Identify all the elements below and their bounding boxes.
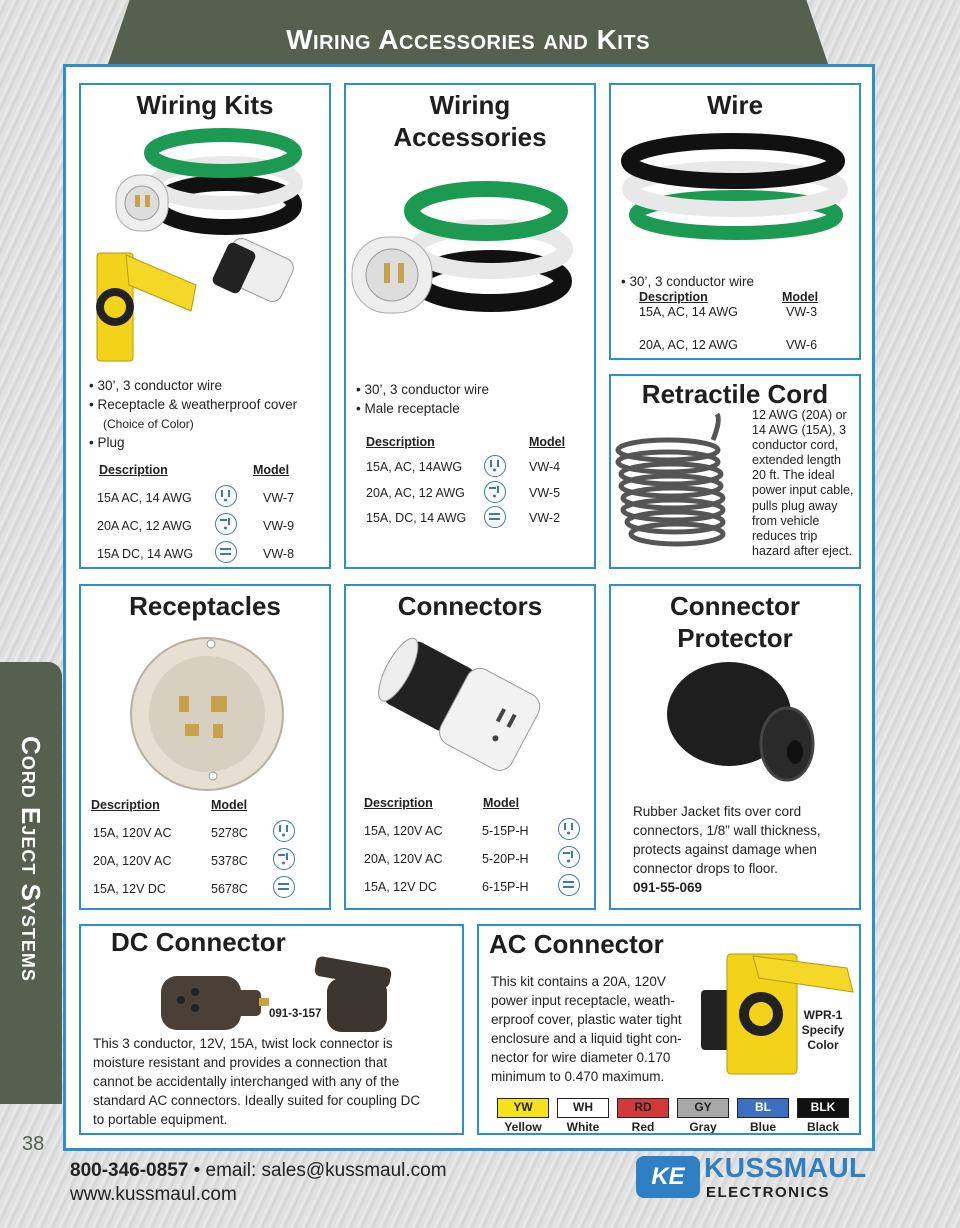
plug-20a-icon [215, 513, 237, 535]
color-swatch-label: White [566, 1120, 600, 1134]
wiring-accessories-image [346, 171, 596, 321]
bullet-note: (Choice of Color) [103, 417, 194, 431]
receptacle-image [81, 626, 331, 796]
text-line: minimum to 0.470 maximum. [491, 1069, 665, 1084]
text-line: moisture resistant and provides a connection that [93, 1055, 388, 1070]
plug-15a-icon [558, 818, 580, 840]
table-cell-description: 15A, 12V DC [364, 880, 437, 894]
wiring-kit-image [81, 125, 331, 375]
text-line: power input cable, [752, 483, 854, 498]
text-line: pulls plug away [752, 498, 838, 513]
panel-title: DC Connector [111, 927, 286, 957]
column-header-description: Description [99, 463, 168, 477]
table-cell-description: 15A AC, 14 AWG [97, 491, 192, 505]
text-line: cannot be accidentally interchanged with any of the [93, 1074, 400, 1089]
logo-mark: KE [636, 1156, 700, 1198]
table-cell-model: VW-8 [263, 547, 295, 561]
table-cell-description: 20A, 120V AC [93, 854, 172, 868]
color-swatch-label: Yellow [504, 1120, 542, 1134]
text-line: 14 AWG (15A), 3 [752, 423, 847, 438]
column-header-description: Description [91, 798, 160, 812]
text-line: connectors, 1/8” wall thickness, [633, 823, 821, 838]
connector-image [346, 624, 596, 794]
panel-title-line-2: Accessories [393, 122, 547, 152]
table-cell-model: VW-6 [786, 338, 818, 352]
bullet: • Plug [89, 435, 125, 450]
table-cell-model: 5278C [211, 826, 248, 840]
text-line: 12 AWG (20A) or [752, 408, 847, 422]
table-cell-description: 20A, 120V AC [364, 852, 443, 866]
color-swatch-label: Blue [749, 1120, 776, 1134]
part-note: Color [807, 1038, 839, 1052]
dc-connector-image [155, 956, 405, 1036]
table-cell-description: 15A DC, 14 AWG [97, 547, 194, 561]
color-swatch: RD [617, 1098, 669, 1118]
text-line: from vehicle [752, 513, 820, 528]
panel-title: Retractile Cord [641, 379, 829, 409]
panel-ac-connector [477, 924, 861, 1135]
plug-dc-icon [215, 541, 237, 563]
column-header-description: Description [364, 796, 433, 810]
text-line: 20 ft. The ideal [752, 468, 835, 483]
bullet: • 30’, 3 conductor wire [621, 274, 755, 289]
plug-15a-icon [273, 820, 295, 842]
dc-connector-text [93, 1034, 420, 1129]
retractile-cord-text [752, 408, 853, 559]
side-tab-title: Cord Eject Systems [16, 736, 46, 982]
panel-wire [609, 83, 861, 360]
wire-image [611, 127, 861, 257]
page-title: Wiring Accessories and Kits [286, 24, 650, 55]
table-cell-description: 15A, AC, 14AWG [366, 460, 463, 474]
part-number: WPR-1 [803, 1008, 843, 1022]
panel-title: Wire [706, 90, 764, 120]
text-line: nector for wire diameter 0.170 [491, 1050, 671, 1065]
text-line: connector drops to floor. [633, 861, 778, 876]
color-swatch: BLK [797, 1098, 849, 1118]
text-line: erproof cover, plastic water tight [491, 1012, 682, 1027]
text-line: Rubber Jacket fits over cord [633, 804, 802, 819]
color-swatch-label: Black [806, 1120, 840, 1134]
color-swatch-label: Red [631, 1120, 655, 1134]
connector-protector-text [633, 802, 821, 897]
phone-number: 800-346-0857 [70, 1160, 189, 1181]
text-line: This kit contains a 20A, 120V [491, 974, 666, 989]
table-cell-model: VW-3 [786, 305, 818, 319]
panel-dc-connector [79, 924, 464, 1135]
retractile-cord-image [613, 410, 743, 569]
bullet: • Receptacle & weatherproof cover [89, 397, 298, 412]
table-cell-model: 5678C [211, 882, 248, 896]
panel-title: Connectors [397, 591, 543, 621]
column-header-model: Model [211, 798, 248, 812]
panel-connector-protector [609, 584, 861, 910]
panel-title-line-2: Protector [677, 623, 793, 653]
text-line: protects against damage when [633, 842, 817, 857]
table-cell-model: 5-15P-H [482, 824, 529, 838]
table-cell-model: VW-4 [529, 460, 561, 474]
text-line: reduces trip [752, 528, 818, 543]
plug-20a-icon [484, 481, 506, 503]
page-number: 38 [22, 1133, 45, 1155]
plug-15a-icon [484, 455, 506, 477]
ac-connector-text [491, 972, 682, 1086]
text-line: This 3 conductor, 12V, 15A, twist lock connector is [93, 1036, 393, 1051]
color-swatch: WH [557, 1098, 609, 1118]
logo-subtitle: ELECTRONICS [706, 1184, 831, 1201]
table-cell-description: 20A, AC, 12 AWG [639, 338, 738, 352]
color-swatch-label: Gray [689, 1120, 717, 1134]
plug-dc-icon [558, 874, 580, 896]
panel-receptacles [79, 584, 331, 910]
table-cell-model: 5378C [211, 854, 248, 868]
bullet: • Male receptacle [356, 401, 460, 416]
panel-connectors [344, 584, 596, 910]
table-cell-model: 5-20P-H [482, 852, 529, 866]
text-line: power input receptacle, weath- [491, 993, 675, 1008]
color-swatch: GY [677, 1098, 729, 1118]
text-line: enclosure and a liquid tight con- [491, 1031, 682, 1046]
table-cell-description: 15A, 120V AC [364, 824, 443, 838]
plug-dc-icon [273, 876, 295, 898]
panel-title-line-1: Wiring [429, 90, 511, 120]
plug-dc-icon [484, 506, 506, 528]
part-number: 091-55-069 [633, 880, 703, 895]
column-header-description: Description [639, 290, 708, 304]
table-cell-description: 15A, DC, 14 AWG [366, 511, 467, 525]
table-cell-model: 6-15P-H [482, 880, 529, 894]
table-cell-description: 15A, 120V AC [93, 826, 172, 840]
table-cell-description: 15A, 12V DC [93, 882, 166, 896]
panel-title: AC Connector [489, 929, 664, 959]
table-cell-model: VW-7 [263, 491, 295, 505]
panel-title: Receptacles [129, 591, 281, 621]
table-cell-model: VW-9 [263, 519, 295, 533]
website-link[interactable]: www.kussmaul.com [70, 1184, 237, 1205]
part-number: 091-3-157 [269, 1008, 322, 1020]
logo-name: KUSSMAUL [704, 1152, 867, 1183]
part-note: Specify [801, 1023, 845, 1037]
table-cell-description: 15A, AC, 14 AWG [639, 305, 738, 319]
column-header-model: Model [483, 796, 520, 810]
part-number-block [791, 1008, 855, 1053]
text-line: standard AC connectors. Ideally suited for coupling DC [93, 1093, 421, 1108]
column-header-model: Model [782, 290, 819, 304]
plug-20a-icon [273, 848, 295, 870]
contact-line [70, 1160, 447, 1182]
table-cell-model: VW-5 [529, 486, 561, 500]
text-line: to portable equipment. [93, 1112, 228, 1127]
panel-title: Wiring Kits [136, 90, 274, 120]
panel-retractile-cord [609, 374, 861, 569]
text-line: extended length [752, 453, 841, 468]
table-cell-description: 20A, AC, 12 AWG [366, 486, 465, 500]
panel-wiring-kits [79, 83, 331, 569]
plug-15a-icon [215, 485, 237, 507]
color-swatch: YW [497, 1098, 549, 1118]
table-cell-description: 20A AC, 12 AWG [97, 519, 192, 533]
email-text: • email: sales@kussmaul.com [188, 1160, 447, 1181]
text-line: conductor cord, [752, 438, 839, 453]
text-line: hazard after eject. [752, 543, 853, 558]
table-cell-model: VW-2 [529, 511, 561, 525]
panel-title-line-1: Connector [670, 591, 800, 621]
bullet: • 30’, 3 conductor wire [356, 382, 490, 397]
connector-protector-image [611, 658, 861, 798]
plug-20a-icon [558, 846, 580, 868]
color-swatch: BL [737, 1098, 789, 1118]
column-header-model: Model [529, 435, 566, 449]
column-header-model: Model [253, 463, 290, 477]
panel-wiring-accessories [344, 83, 596, 569]
column-header-description: Description [366, 435, 435, 449]
bullet: • 30’, 3 conductor wire [89, 378, 223, 393]
